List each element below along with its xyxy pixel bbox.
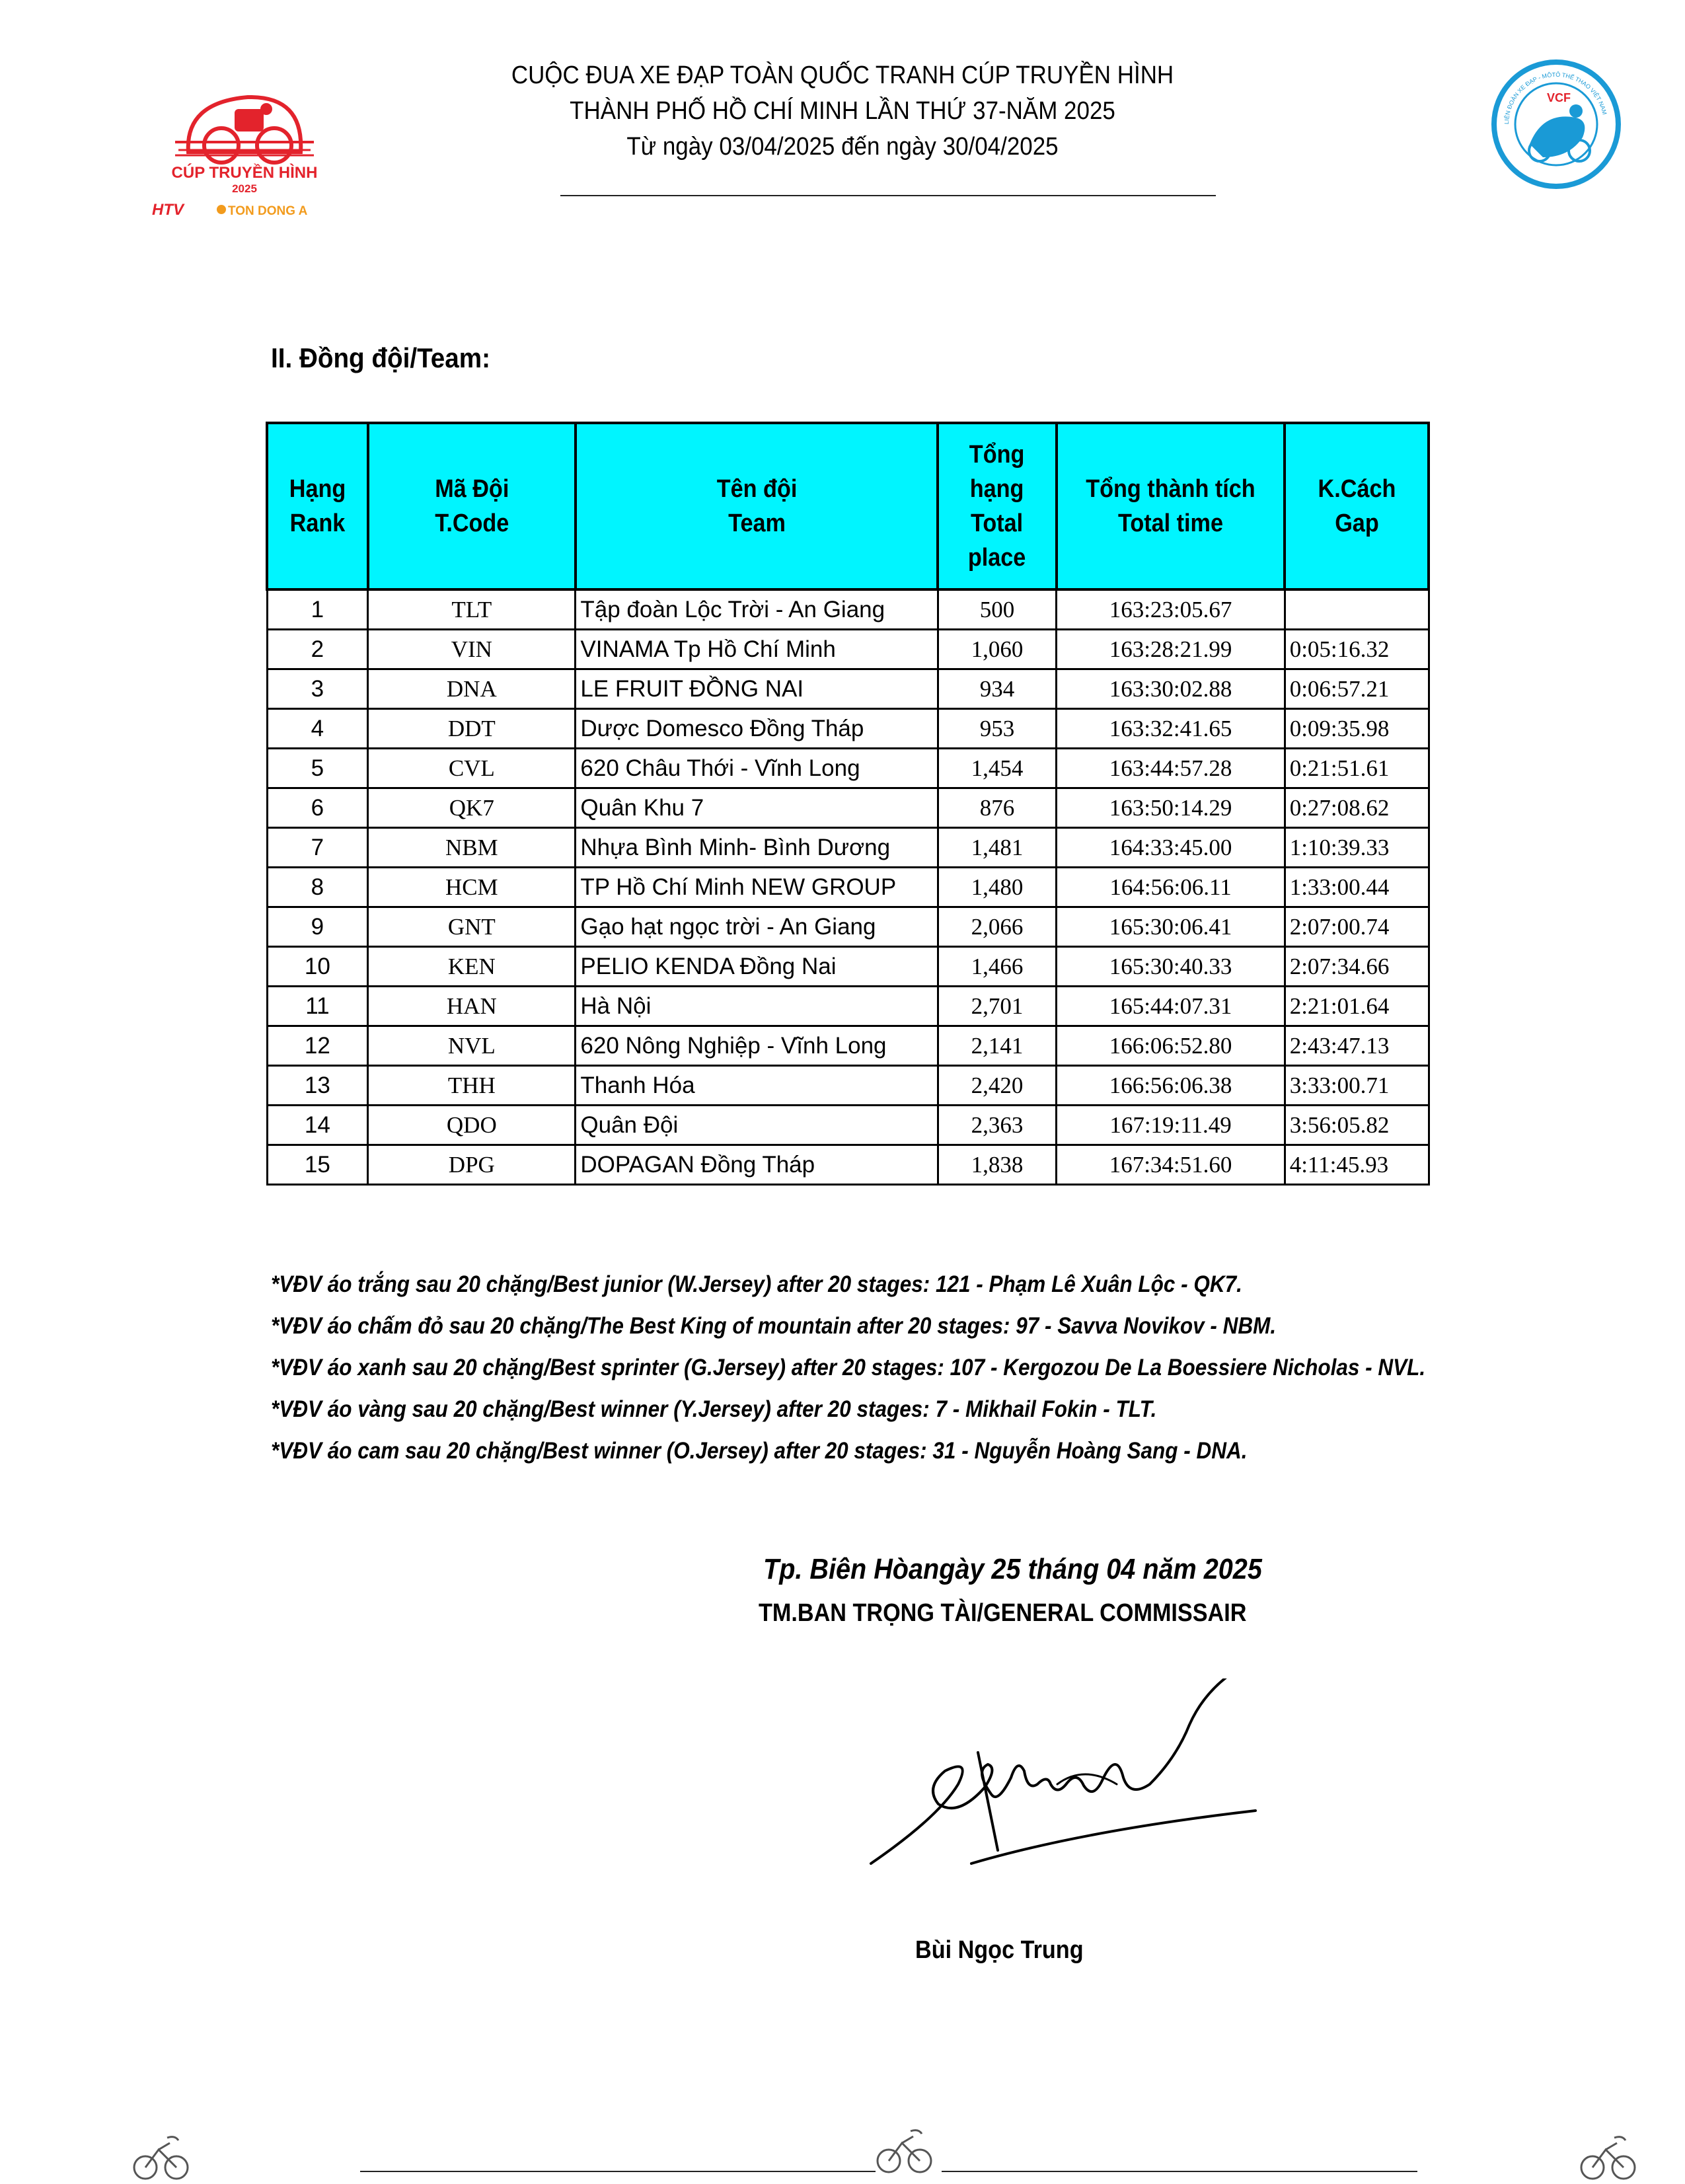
cell-place: 1,060 — [938, 630, 1057, 669]
table-row — [267, 749, 1429, 788]
cell-time: 163:50:14.29 — [1057, 788, 1285, 828]
cell-gap: 3:33:00.71 — [1285, 1066, 1429, 1106]
cell-code: THH — [368, 1066, 576, 1106]
team-results-table — [266, 422, 1430, 1186]
table-row — [267, 1066, 1429, 1106]
section-title: II. Đồng đội/Team: — [271, 342, 491, 373]
cell-team: Dược Domesco Đồng Tháp — [576, 709, 938, 749]
cell-gap: 2:07:34.66 — [1285, 947, 1429, 987]
table-row — [267, 828, 1429, 868]
cell-code: GNT — [368, 907, 576, 947]
cell-place: 2,363 — [938, 1106, 1057, 1145]
cell-team: Quân Khu 7 — [576, 788, 938, 828]
cell-gap: 0:09:35.98 — [1285, 709, 1429, 749]
vcf-logo — [1490, 58, 1622, 190]
cell-gap: 0:05:16.32 — [1285, 630, 1429, 669]
cell-place: 500 — [938, 589, 1057, 630]
cell-team: Nhựa Bình Minh- Bình Dương — [576, 828, 938, 868]
cell-time: 163:23:05.67 — [1057, 589, 1285, 630]
cell-time: 164:33:45.00 — [1057, 828, 1285, 868]
cell-place: 2,141 — [938, 1026, 1057, 1066]
header-total-place: Tổng hạng Total place — [938, 423, 1057, 589]
cell-gap: 2:43:47.13 — [1285, 1026, 1429, 1066]
svg-text:LIÊN ĐOÀN XE ĐẠP - MÔTÔ THỂ TH: LIÊN ĐOÀN XE ĐẠP - MÔTÔ THỂ THAO VIỆT NAM — [1503, 71, 1608, 125]
cell-rank: 11 — [267, 987, 368, 1026]
cell-place: 1,481 — [938, 828, 1057, 868]
cell-time: 165:30:06.41 — [1057, 907, 1285, 947]
cell-rank: 1 — [267, 589, 368, 630]
table-row — [267, 947, 1429, 987]
table-row — [267, 630, 1429, 669]
cyclist-logo-icon — [149, 89, 340, 221]
cell-team: LE FRUIT ĐỒNG NAI — [576, 669, 938, 709]
cell-team: PELIO KENDA Đồng Nai — [576, 947, 938, 987]
cell-rank: 6 — [267, 788, 368, 828]
commissaire-title: TM.BAN TRỌNG TÀI/GENERAL COMMISSAIR — [759, 1599, 1247, 1627]
cell-rank: 3 — [267, 669, 368, 709]
cell-place: 1,454 — [938, 749, 1057, 788]
note-polka-jersey: *VĐV áo chấm đỏ sau 20 chặng/The Best King of mountain after 20 stages: 97 - Savva Novikov - NBM. — [271, 1313, 1277, 1339]
table-row — [267, 907, 1429, 947]
cell-place: 1,838 — [938, 1145, 1057, 1185]
note-yellow-jersey: *VĐV áo vàng sau 20 chặng/Best winner (Y.Jersey) after 20 stages: 7 - Mikhail Fokin - TLT. — [271, 1396, 1157, 1422]
table-row — [267, 589, 1429, 630]
place-date: Tp. Biên Hòangày 25 tháng 04 năm 2025 — [763, 1553, 1262, 1585]
cell-gap: 0:06:57.21 — [1285, 669, 1429, 709]
vcf-emblem-icon — [1490, 58, 1622, 190]
cell-team: VINAMA Tp Hồ Chí Minh — [576, 630, 938, 669]
cell-team: Quân Đội — [576, 1106, 938, 1145]
cell-rank: 14 — [267, 1106, 368, 1145]
header-line-1: CUỘC ĐUA XE ĐẠP TOÀN QUỐC TRANH CÚP TRUYỀN HÌNH — [511, 61, 1174, 89]
cyclist-watermark-icon — [872, 2125, 938, 2174]
cell-rank: 8 — [267, 868, 368, 907]
cell-time: 166:56:06.38 — [1057, 1066, 1285, 1106]
cell-rank: 5 — [267, 749, 368, 788]
cell-team: Gạo hạt ngọc trời - An Giang — [576, 907, 938, 947]
commissaire-name: Bùi Ngọc Trung — [915, 1936, 1084, 1964]
cell-code: NBM — [368, 828, 576, 868]
cell-rank: 9 — [267, 907, 368, 947]
cyclist-watermark-icon — [129, 2131, 195, 2181]
cell-team: Thanh Hóa — [576, 1066, 938, 1106]
cell-team: 620 Nông Nghiệp - Vĩnh Long — [576, 1026, 938, 1066]
cell-rank: 7 — [267, 828, 368, 868]
cell-time: 163:28:21.99 — [1057, 630, 1285, 669]
cell-place: 953 — [938, 709, 1057, 749]
note-orange-jersey: *VĐV áo cam sau 20 chặng/Best winner (O.Jersey) after 20 stages: 31 - Nguyễn Hoàng Sang - DNA. — [271, 1438, 1248, 1464]
cell-gap: 4:11:45.93 — [1285, 1145, 1429, 1185]
svg-text:TON DONG A: TON DONG A — [228, 204, 308, 218]
cell-team: Hà Nội — [576, 987, 938, 1026]
header-code: Mã Đội T.Code — [368, 423, 576, 589]
header-gap: K.Cách Gap — [1285, 423, 1429, 589]
svg-text:VCF: VCF — [1547, 91, 1571, 104]
footer-rule-left — [360, 2171, 876, 2172]
cell-rank: 10 — [267, 947, 368, 987]
table-header-row — [267, 423, 1429, 589]
cell-code: DNA — [368, 669, 576, 709]
cell-team: DOPAGAN Đồng Tháp — [576, 1145, 938, 1185]
cell-gap: 0:21:51.61 — [1285, 749, 1429, 788]
cell-time: 163:44:57.28 — [1057, 749, 1285, 788]
cell-place: 876 — [938, 788, 1057, 828]
table-row — [267, 669, 1429, 709]
cell-code: TLT — [368, 589, 576, 630]
footer-cyclist-icon-center — [872, 2125, 938, 2174]
cup-logo — [149, 89, 340, 221]
svg-text:CÚP TRUYỀN HÌNH: CÚP TRUYỀN HÌNH — [171, 164, 318, 182]
jersey-notes — [271, 1263, 1425, 1472]
cyclist-watermark-icon — [1576, 2131, 1642, 2181]
table-row — [267, 788, 1429, 828]
note-green-jersey: *VĐV áo xanh sau 20 chặng/Best sprinter (G.Jersey) after 20 stages: 107 - Kergozou De La Boessiere Nicholas - NVL. — [271, 1355, 1426, 1380]
cell-gap: 0:27:08.62 — [1285, 788, 1429, 828]
cell-code: HCM — [368, 868, 576, 907]
cell-rank: 12 — [267, 1026, 368, 1066]
header-line-2: THÀNH PHỐ HỒ CHÍ MINH LẦN THỨ 37-NĂM 2025 — [570, 97, 1115, 125]
table-row — [267, 987, 1429, 1026]
table-row — [267, 1106, 1429, 1145]
cell-gap: 3:56:05.82 — [1285, 1106, 1429, 1145]
cell-time: 167:34:51.60 — [1057, 1145, 1285, 1185]
svg-text:2025: 2025 — [232, 182, 257, 195]
cell-team: TP Hồ Chí Minh NEW GROUP — [576, 868, 938, 907]
cell-gap — [1285, 589, 1429, 630]
cell-rank: 4 — [267, 709, 368, 749]
cell-time: 163:32:41.65 — [1057, 709, 1285, 749]
cell-place: 2,066 — [938, 907, 1057, 947]
cell-team: Tập đoàn Lộc Trời - An Giang — [576, 589, 938, 630]
cell-time: 166:06:52.80 — [1057, 1026, 1285, 1066]
cell-rank: 13 — [267, 1066, 368, 1106]
table-row — [267, 868, 1429, 907]
cell-rank: 15 — [267, 1145, 368, 1185]
cell-code: NVL — [368, 1026, 576, 1066]
table-row — [267, 709, 1429, 749]
cell-gap: 1:33:00.44 — [1285, 868, 1429, 907]
header-total-time: Tổng thành tích Total time — [1057, 423, 1285, 589]
cell-time: 164:56:06.11 — [1057, 868, 1285, 907]
svg-text:HTV: HTV — [152, 201, 184, 219]
cell-code: KEN — [368, 947, 576, 987]
cell-code: QDO — [368, 1106, 576, 1145]
signature-image — [859, 1678, 1269, 1890]
cell-time: 165:44:07.31 — [1057, 987, 1285, 1026]
cell-code: DDT — [368, 709, 576, 749]
note-white-jersey: *VĐV áo trắng sau 20 chặng/Best junior (W.Jersey) after 20 stages: 121 - Phạm Lê Xuân Lộc - QK7. — [271, 1271, 1242, 1297]
cell-code: CVL — [368, 749, 576, 788]
footer-cyclist-icon-left — [129, 2131, 195, 2181]
cell-time: 165:30:40.33 — [1057, 947, 1285, 987]
header-rank: Hạng Rank — [267, 423, 368, 589]
cell-gap: 2:07:00.74 — [1285, 907, 1429, 947]
table-row — [267, 1026, 1429, 1066]
cell-place: 2,420 — [938, 1066, 1057, 1106]
header-team: Tên đội Team — [576, 423, 938, 589]
cell-code: HAN — [368, 987, 576, 1026]
cell-team: 620 Châu Thới - Vĩnh Long — [576, 749, 938, 788]
cell-gap: 1:10:39.33 — [1285, 828, 1429, 868]
handwritten-signature-icon — [859, 1678, 1269, 1890]
cell-code: QK7 — [368, 788, 576, 828]
cell-place: 1,480 — [938, 868, 1057, 907]
cell-time: 163:30:02.88 — [1057, 669, 1285, 709]
cell-place: 1,466 — [938, 947, 1057, 987]
cell-code: DPG — [368, 1145, 576, 1185]
cell-place: 934 — [938, 669, 1057, 709]
cell-time: 167:19:11.49 — [1057, 1106, 1285, 1145]
cell-place: 2,701 — [938, 987, 1057, 1026]
cell-gap: 2:21:01.64 — [1285, 987, 1429, 1026]
cell-code: VIN — [368, 630, 576, 669]
table-row — [267, 1145, 1429, 1185]
footer-cyclist-icon-right — [1576, 2131, 1642, 2181]
cell-rank: 2 — [267, 630, 368, 669]
footer-rule-right — [942, 2171, 1417, 2172]
header-rule — [560, 195, 1216, 196]
header-line-3: Từ ngày 03/04/2025 đến ngày 30/04/2025 — [626, 133, 1059, 161]
